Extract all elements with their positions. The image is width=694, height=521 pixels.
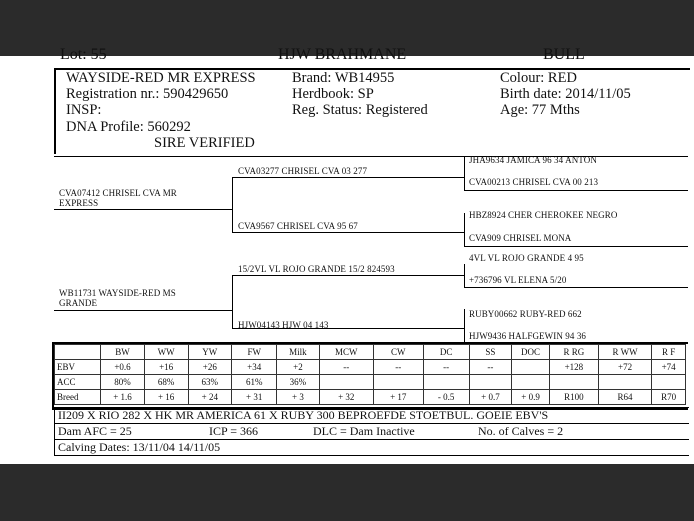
ebv-row-cell: + 3 (277, 390, 319, 405)
ebv-row-cell: + 0.9 (512, 390, 550, 405)
ebv-row-cell (512, 360, 550, 375)
ebv-header-row-cell: WW (144, 345, 188, 360)
ebv-row-cell: + 24 (188, 390, 232, 405)
ebv-row-cell: 36% (277, 375, 319, 390)
ebv-header-row-cell: R RG (549, 345, 598, 360)
sire-dam-dam: CVA909 CHRISEL MONA (469, 233, 572, 243)
ebv-row-cell: + 31 (232, 390, 277, 405)
ebv-row-cell: +34 (232, 360, 277, 375)
ebv-row-cell: + 17 (373, 390, 423, 405)
ebv-row-cell (373, 375, 423, 390)
ebv-row-cell: + 1.6 (101, 390, 145, 405)
dam-name-line2: GRANDE (59, 298, 98, 308)
breeder-comment: II209 X RIO 282 X HK MR AMERICA 61 X RUBY 300 BEPROEFDE STOETBUL. GOEIE EBV'S (55, 407, 689, 424)
ebv-header-row-cell: FW (232, 345, 277, 360)
ebv-header-row-cell (55, 345, 101, 360)
ebv-row-cell: 68% (144, 375, 188, 390)
ebv-row-cell: -- (469, 360, 512, 375)
ebv-row-cell (598, 375, 651, 390)
sire-name: CVA07412 CHRISEL CVA MR (59, 188, 177, 198)
ebv-row-cell: 61% (232, 375, 277, 390)
ebv-row-cell: + 16 (144, 390, 188, 405)
ebv-row-cell: EBV (55, 360, 101, 375)
ebv-header-row-cell: DOC (512, 345, 550, 360)
ebv-row-cell: 80% (101, 375, 145, 390)
ebv-row-cell: ACC (55, 375, 101, 390)
dam-name: WB11731 WAYSIDE-RED MS (59, 288, 176, 298)
ebv-row-cell: -- (319, 360, 373, 375)
sire-dam-sire: HBZ8924 CHER CHEROKEE NEGRO (469, 210, 618, 220)
ebv-row-cell: -- (423, 360, 469, 375)
ebv-row-cell: + 0.7 (469, 390, 512, 405)
insp-label: INSP: (66, 102, 102, 118)
ebv-header-row-cell: BW (101, 345, 145, 360)
ebv-row-cell: +72 (598, 360, 651, 375)
sire-name-line2: EXPRESS (59, 198, 99, 208)
ebv-row-cell: R64 (598, 390, 651, 405)
ebv-header-row-cell: SS (469, 345, 512, 360)
birth-date: Birth date: 2014/11/05 (500, 86, 631, 102)
dam-sire-sire: 4VL VL ROJO GRANDE 4 95 (469, 253, 584, 263)
ebv-row-cell: +0.6 (101, 360, 145, 375)
ebv-header-row-cell: DC (423, 345, 469, 360)
ebv-row-cell: +128 (549, 360, 598, 375)
ebv-row-cell: +2 (277, 360, 319, 375)
lot-sex: BULL (543, 46, 585, 63)
ebv-header-row-cell: R WW (598, 345, 651, 360)
ebv-row-cell (549, 375, 598, 390)
ebv-row-cell: + 32 (319, 390, 373, 405)
sire-sire-dam: CVA00213 CHRISEL CVA 00 213 (469, 177, 599, 187)
ebv-row-cell: R70 (652, 390, 686, 405)
ebv-header-row (55, 345, 686, 360)
calving-dates: Calving Dates: 13/11/04 14/11/05 (55, 440, 689, 456)
ebv-row-cell (512, 375, 550, 390)
dam-sire-dam: +736796 VL ELENA 5/20 (469, 275, 567, 285)
ebv-header-row-cell: Milk (277, 345, 319, 360)
lot-number: Lot: 55 (60, 46, 107, 63)
ebv-row-cell: -- (373, 360, 423, 375)
animal-name: WAYSIDE-RED MR EXPRESS (66, 70, 256, 86)
dam-afc: Dam AFC = 25 (58, 424, 132, 438)
ebv-table (54, 344, 686, 405)
catalogue-page (0, 46, 694, 464)
ebv-row-cell (652, 375, 686, 390)
ebv-row-cell (469, 375, 512, 390)
ebv-row-cell: +74 (652, 360, 686, 375)
ebv-row-cell: Breed (55, 390, 101, 405)
ebv-row-cell: 63% (188, 375, 232, 390)
number-of-calves: No. of Calves = 2 (478, 424, 564, 438)
ebv-header-row-cell: MCW (319, 345, 373, 360)
dam-dam: HJW04143 HJW 04 143 (238, 320, 329, 330)
ebv-header-row-cell: CW (373, 345, 423, 360)
ebv-row (55, 360, 686, 375)
dlc: DLC = Dam Inactive (313, 424, 415, 438)
herdbook: Herdbook: SP (292, 86, 374, 102)
ebv-row-cell (423, 375, 469, 390)
icp: ICP = 366 (209, 424, 258, 438)
colour: Colour: RED (500, 70, 577, 86)
sire-sire-sire: JHA9634 JAMICA 96 34 ANTON (469, 155, 597, 165)
ebv-row-cell: - 0.5 (423, 390, 469, 405)
registration-number: Registration nr.: 590429650 (66, 86, 229, 102)
ebv-row-cell: R100 (549, 390, 598, 405)
notes-section (54, 407, 689, 456)
sire-sire: CVA03277 CHRISEL CVA 03 277 (238, 166, 368, 176)
dam-dam-dam: HJW9436 HALFGEWIN 94 36 (469, 331, 587, 341)
dna-profile: DNA Profile: 560292 (66, 119, 191, 135)
ebv-header-row-cell: YW (188, 345, 232, 360)
brand: Brand: WB14955 (292, 70, 395, 86)
dam-sire: 15/2VL VL ROJO GRANDE 15/2 824593 (238, 264, 395, 274)
dam-dam-sire: RUBY00662 RUBY-RED 662 (469, 309, 582, 319)
ebv-header-row-cell: R F (652, 345, 686, 360)
age: Age: 77 Mths (500, 102, 580, 118)
ebv-row-cell (319, 375, 373, 390)
dam-stats-row (55, 424, 689, 440)
bottom-letterbox (0, 464, 694, 521)
sire-dam: CVA9567 CHRISEL CVA 95 67 (238, 221, 358, 231)
ebv-row (55, 390, 686, 405)
reg-status: Reg. Status: Registered (292, 102, 428, 118)
ebv-row (55, 375, 686, 390)
sire-verified: SIRE VERIFIED (154, 135, 255, 151)
lot-title: HJW BRAHMANE (278, 46, 407, 63)
ebv-row-cell: +16 (144, 360, 188, 375)
ebv-row-cell: +26 (188, 360, 232, 375)
